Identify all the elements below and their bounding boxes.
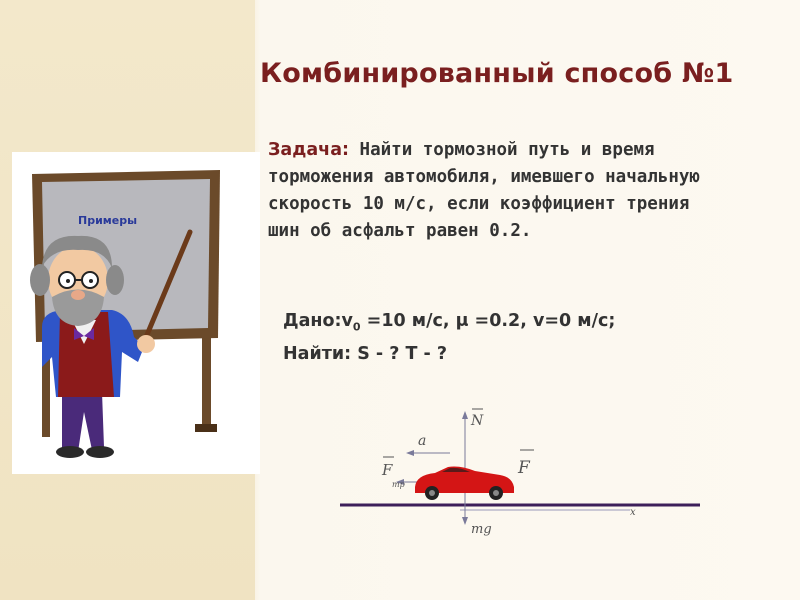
car-hubcap-rear: [429, 490, 435, 496]
friction-label: F: [382, 461, 393, 479]
teacher-eye-right: [89, 279, 93, 283]
teacher-hair-side-right: [106, 265, 124, 295]
teacher-shoe-right: [86, 446, 114, 458]
easel-foot: [195, 424, 217, 432]
teacher-shoe-left: [56, 446, 84, 458]
gravity-arrowhead: [462, 517, 468, 525]
force-diagram-svg: [330, 395, 710, 545]
force-diagram: [330, 395, 710, 549]
teacher-nose: [71, 290, 85, 300]
find-line: Найти: S - ? T - ?: [283, 343, 448, 364]
given-line: [283, 308, 763, 341]
task-text: [268, 137, 728, 245]
task-label: Задача:: [268, 140, 350, 160]
teacher-hair-side-left: [30, 264, 50, 296]
given-values: =10 м/с, μ =0.2, v=0 м/с;: [360, 311, 616, 331]
teacher-illustration: [12, 152, 260, 474]
given-prefix: Дано:v: [283, 311, 353, 331]
given-block: [283, 308, 763, 367]
teacher-board-drawing: [12, 152, 260, 474]
teacher-eye-left: [66, 279, 70, 283]
given-subscript: 0: [352, 320, 361, 334]
friction-label-sub: тр: [392, 480, 405, 489]
x-axis-label: x: [630, 507, 636, 518]
easel-leg-right: [202, 337, 211, 432]
teacher-hand-right: [137, 335, 155, 353]
task-body: Найти тормозной путь и время торможения автомобиля, имевшего начальную скорость 10 м/с, если коэффициент трения шин об асфальт равен 0.2.: [268, 140, 700, 241]
force-label: F: [518, 458, 530, 478]
car-hubcap-front: [493, 490, 499, 496]
board-label: Примеры: [78, 214, 138, 227]
normal-force-arrowhead: [462, 411, 468, 419]
normal-force-label: N: [471, 413, 484, 429]
slide-title: Комбинированный способ №1: [260, 58, 734, 89]
gravity-label: mg: [471, 522, 492, 537]
acceleration-arrowhead: [406, 450, 414, 456]
teacher-pants: [62, 392, 104, 452]
acceleration-label: a: [418, 433, 427, 449]
